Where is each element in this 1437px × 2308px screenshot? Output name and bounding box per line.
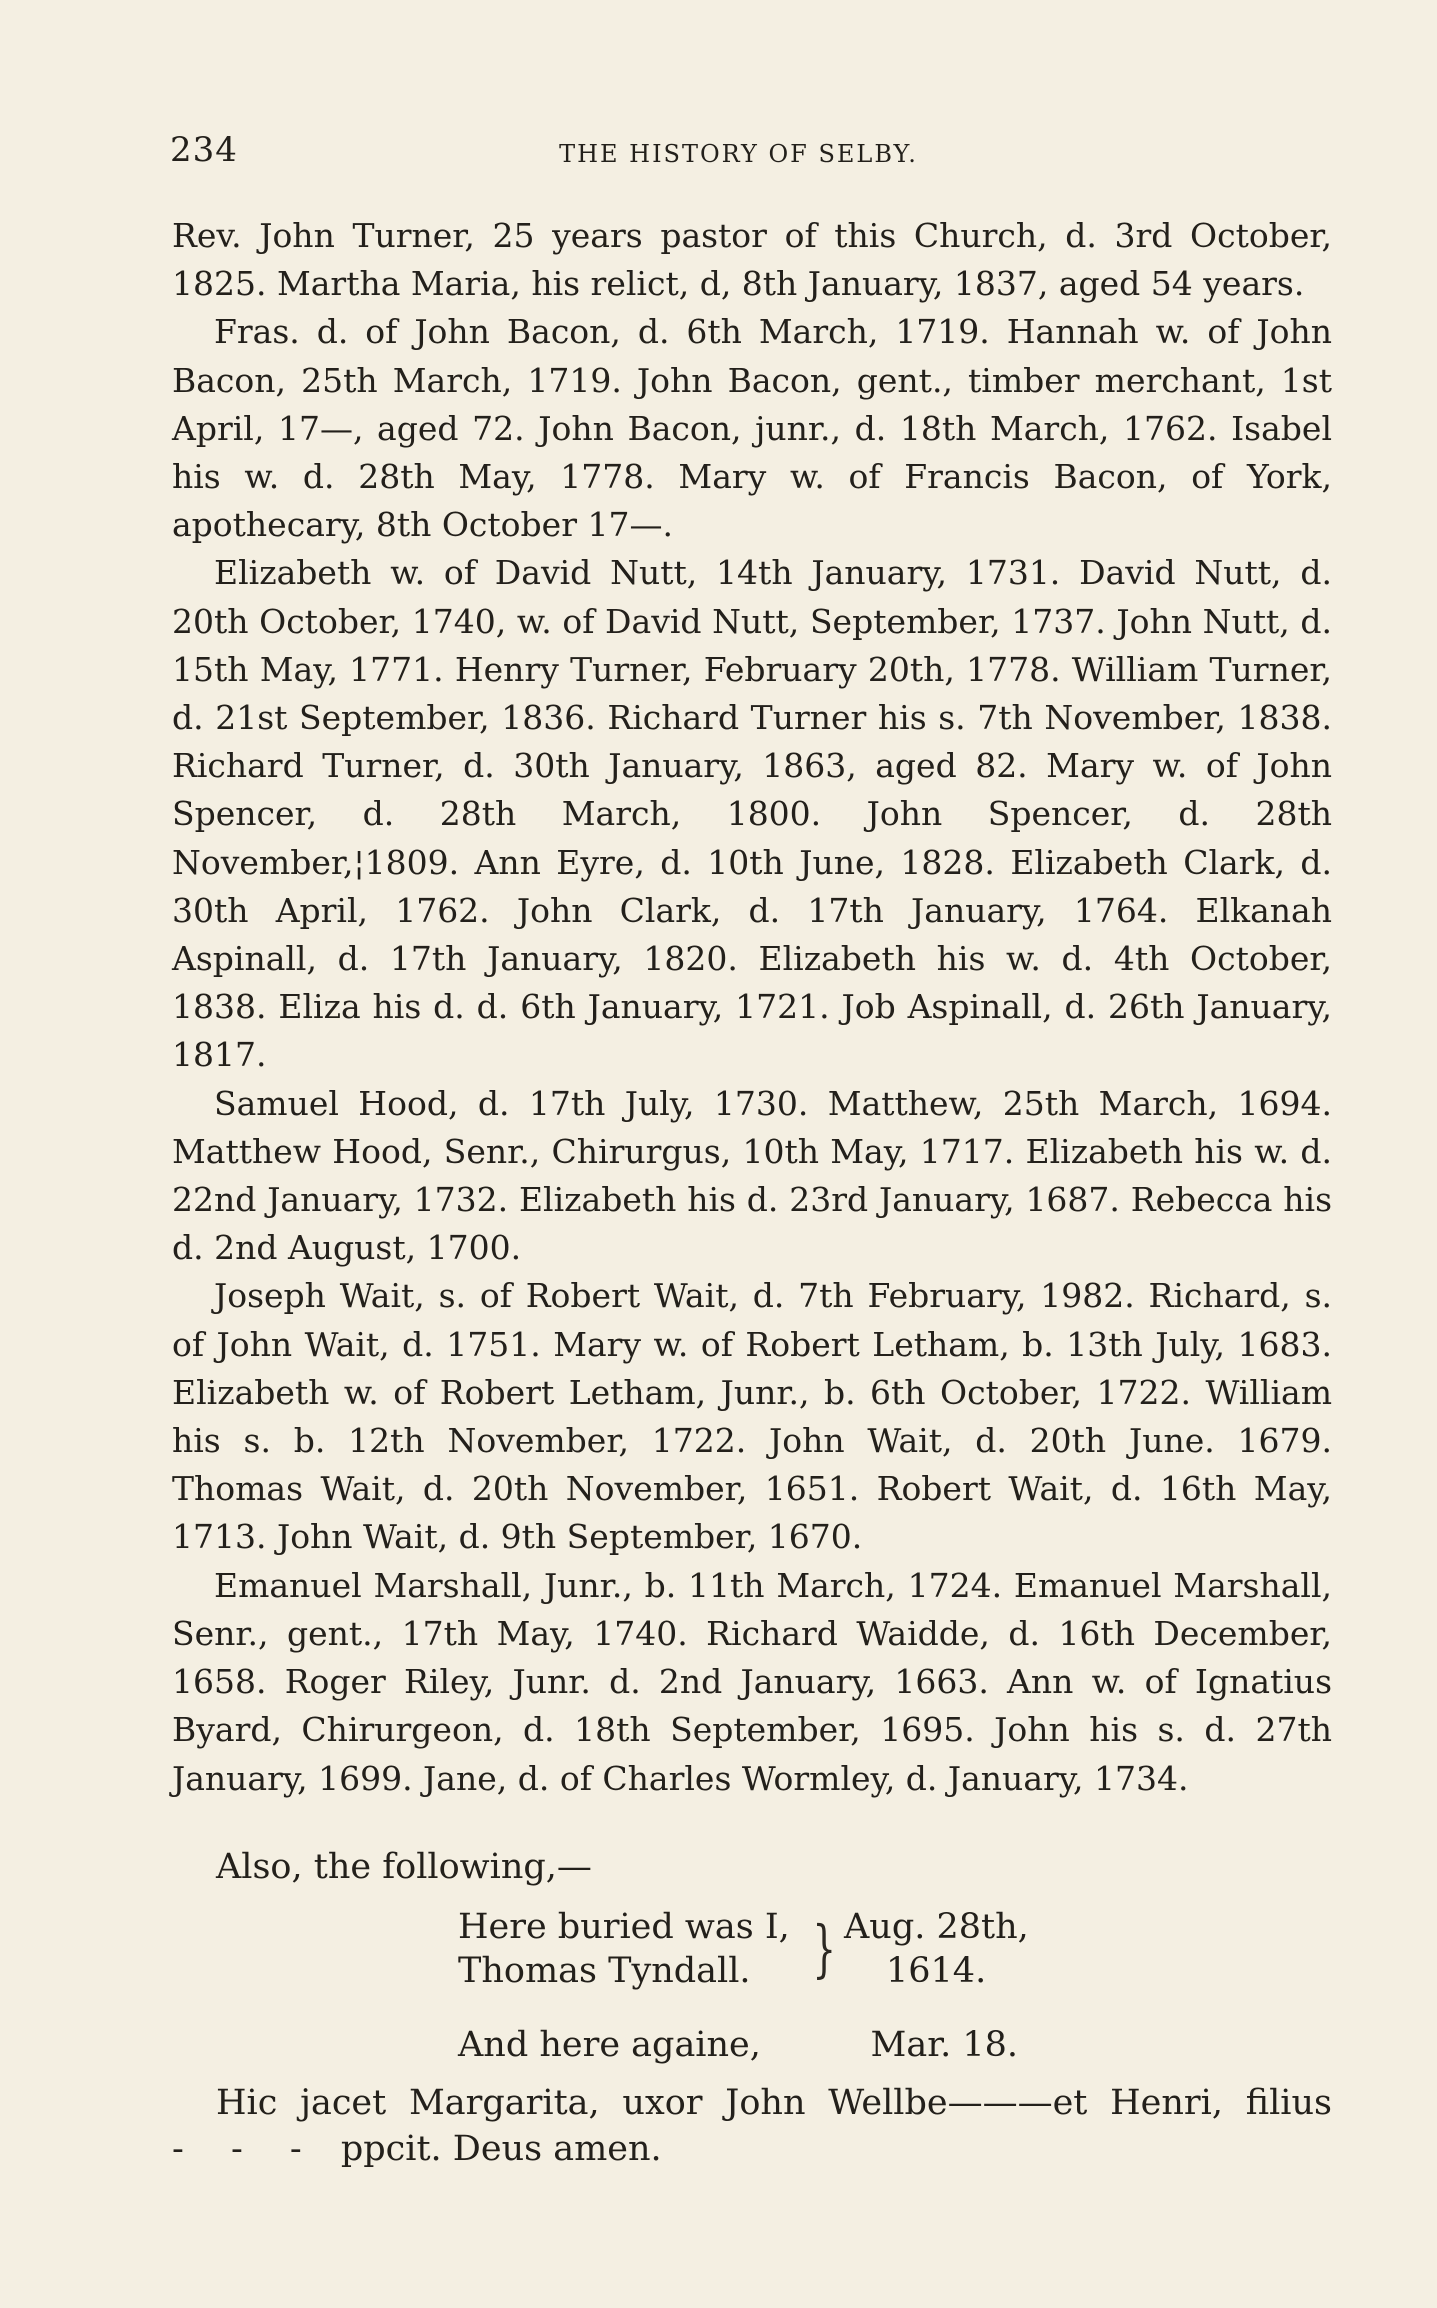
paragraph-wait: Joseph Wait, s. of Robert Wait, d. 7th February, 1982. Richard, s. of John Wait, d. 1751. Mary w. of Robert Letham, b. 13th July, 1683. Elizabeth w. of Robert Letham, Junr., b. 6th October, 1722. William his s. b. 12th November, 1722. John Wait, d. 20th June. 1679. Thomas Wait, d. 20th November, 1651. Robert Wait, d. 16th May, 1713. John Wait, d. 9th September, 1670.: [172, 1276, 1332, 1557]
page-number: 234: [170, 130, 238, 170]
latin-line-1: Hic jacet Margarita, uxor John Wellbe———et Henri, filius: [216, 2083, 1332, 2123]
inscription-again: [458, 2025, 1018, 2065]
paragraph-marshall: Emanuel Marshall, Junr., b. 11th March, 1724. Emanuel Marshall, Senr., gent., 17th May, 1740. Richard Waidde, d. 16th December, 1658. Roger Riley, Junr. d. 2nd January, 1663. Ann w. of Ignatius Byard, Chirurgeon, d. 18th September, 1695. John his s. d. 27th January, 1699. Jane, d. of Charles Wormley, d. January, 1734.: [172, 1565, 1332, 1798]
inscription-line-1: Here buried was I,: [458, 1907, 790, 1947]
brace-icon: }: [812, 1912, 837, 1985]
also-line: Also, the following,—: [216, 1847, 592, 1887]
paragraph-bacon: Fras. d. of John Bacon, d. 6th March, 1719. Hannah w. of John Bacon, 25th March, 1719. John Bacon, gent., timber merchant, 1st April, 17—, aged 72. John Bacon, junr., d. 18th March, 1762. Isabel his w. d. 28th May, 1778. Mary w. of Francis Bacon, of York, apothecary, 8th October 17—.: [172, 312, 1332, 545]
inscription-date-2: 1614.: [886, 1951, 987, 1991]
latin-dashes: - - -: [172, 2129, 320, 2169]
paragraph-hood: Samuel Hood, d. 17th July, 1730. Matthew, 25th March, 1694. Matthew Hood, Senr., Chirurgus, 10th May, 1717. Elizabeth his w. d. 22nd January, 1732. Elizabeth his d. 23rd January, 1687. Rebecca his d. 2nd August, 1700.: [172, 1083, 1332, 1268]
again-text: And here againe,: [458, 2025, 761, 2065]
again-date: Mar. 18.: [870, 2025, 1018, 2065]
latin-inscription: [172, 2080, 1332, 2172]
inscription-line-2: Thomas Tyndall.: [458, 1951, 751, 1991]
inscription-tyndall: [458, 1905, 1029, 1993]
paragraph-nutt: Elizabeth w. of David Nutt, 14th January, 1731. David Nutt, d. 20th October, 1740, w. of David Nutt, September, 1737. John Nutt, d. 15th May, 1771. Henry Turner, February 20th, 1778. William Turner, d. 21st September, 1836. Richard Turner his s. 7th November, 1838. Richard Turner, d. 30th January, 1863, aged 82. Mary w. of John Spencer, d. 28th March, 1800. John Spencer, d. 28th November,¦1809. Ann Eyre, d. 10th June, 1828. Elizabeth Clark, d. 30th April, 1762. John Clark, d. 17th January, 1764. Elkanah Aspinall, d. 17th January, 1820. Elizabeth his w. d. 4th October, 1838. Eliza his d. d. 6th January, 1721. Job Aspinall, d. 26th January, 1817.: [172, 553, 1332, 1075]
running-head: THE HISTORY OF SELBY.: [559, 140, 918, 168]
latin-line-2: ppcit. Deus amen.: [340, 2129, 662, 2169]
body-text: [172, 212, 1332, 1803]
paragraph-turner: Rev. John Turner, 25 years pastor of this Church, d. 3rd October, 1825. Martha Maria, his relict, d, 8th January, 1837, aged 54 years.: [172, 216, 1332, 304]
inscription-date-1: Aug. 28th,: [844, 1907, 1029, 1947]
